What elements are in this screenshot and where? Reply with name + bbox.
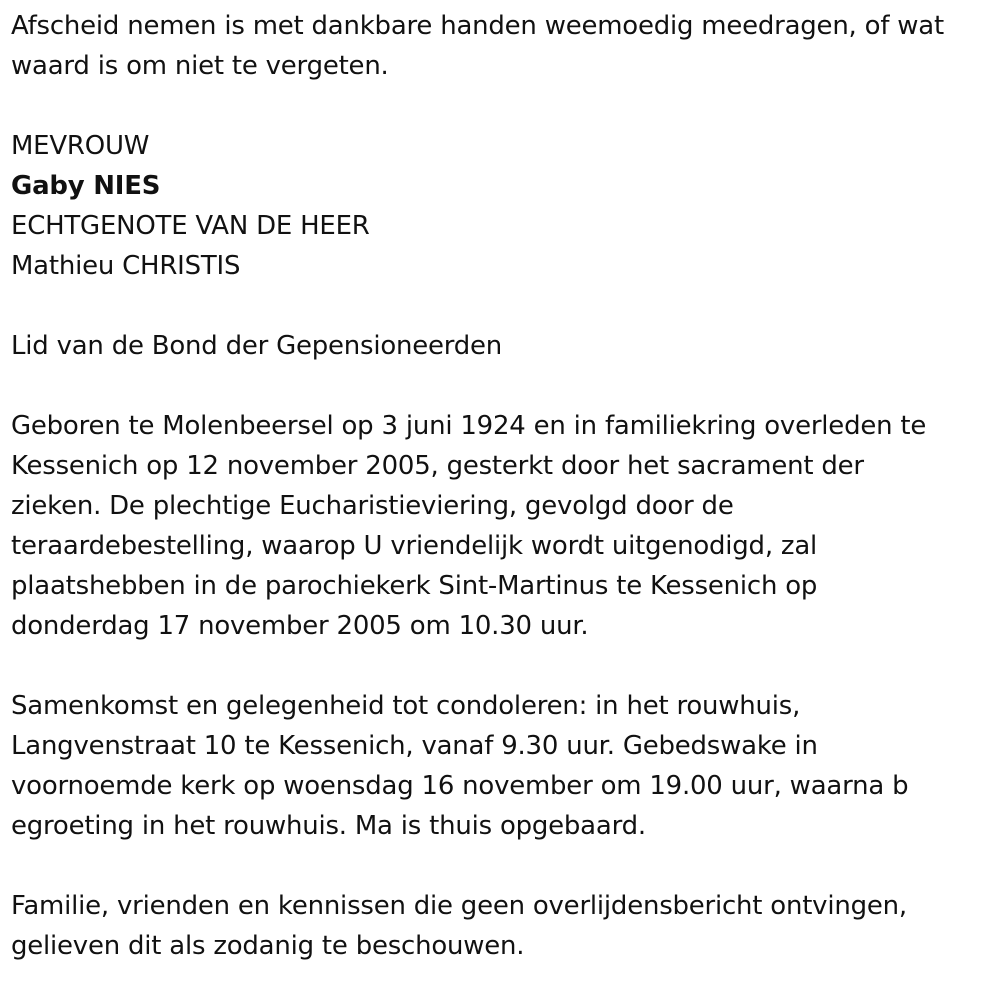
closing-line-1: Familie, vrienden en kennissen die geen overlijdensbericht ontvingen,: [11, 891, 907, 921]
gathering-line-1: Samenkomst en gelegenheid tot condoleren: in het rouwhuis,: [11, 691, 801, 721]
deceased-name: Gaby NIES: [11, 171, 161, 201]
intro-line-1: Afscheid nemen is met dankbare handen weemoedig meedragen, of wat: [11, 11, 944, 41]
intro-line-2: waard is om niet te vergeten.: [11, 51, 389, 81]
relation-label: ECHTGENOTE VAN DE HEER: [11, 211, 370, 241]
spouse-name: Mathieu CHRISTIS: [11, 251, 241, 281]
membership-line: Lid van de Bond der Gepensioneerden: [11, 331, 503, 361]
birth-death-line-5: plaatshebben in de parochiekerk Sint-Martinus te Kessenich op: [11, 571, 818, 601]
birth-death-line-6: donderdag 17 november 2005 om 10.30 uur.: [11, 611, 589, 641]
birth-death-line-1: Geboren te Molenbeersel op 3 juni 1924 en in familiekring overleden te: [11, 411, 927, 441]
gathering-line-4: egroeting in het rouwhuis. Ma is thuis opgebaard.: [11, 811, 646, 841]
birth-death-line-3: zieken. De plechtige Eucharistieviering, gevolgd door de: [11, 491, 734, 521]
obituary-notice: [11, 6, 993, 966]
gathering-line-3: voornoemde kerk op woensdag 16 november om 19.00 uur, waarna b: [11, 771, 909, 801]
birth-death-line-2: Kessenich op 12 november 2005, gesterkt door het sacrament der: [11, 451, 864, 481]
honorific-title: MEVROUW: [11, 131, 150, 161]
closing-line-2: gelieven dit als zodanig te beschouwen.: [11, 931, 525, 961]
gathering-line-2: Langvenstraat 10 te Kessenich, vanaf 9.30 uur. Gebedswake in: [11, 731, 818, 761]
birth-death-line-4: teraardebestelling, waarop U vriendelijk wordt uitgenodigd, zal: [11, 531, 818, 561]
